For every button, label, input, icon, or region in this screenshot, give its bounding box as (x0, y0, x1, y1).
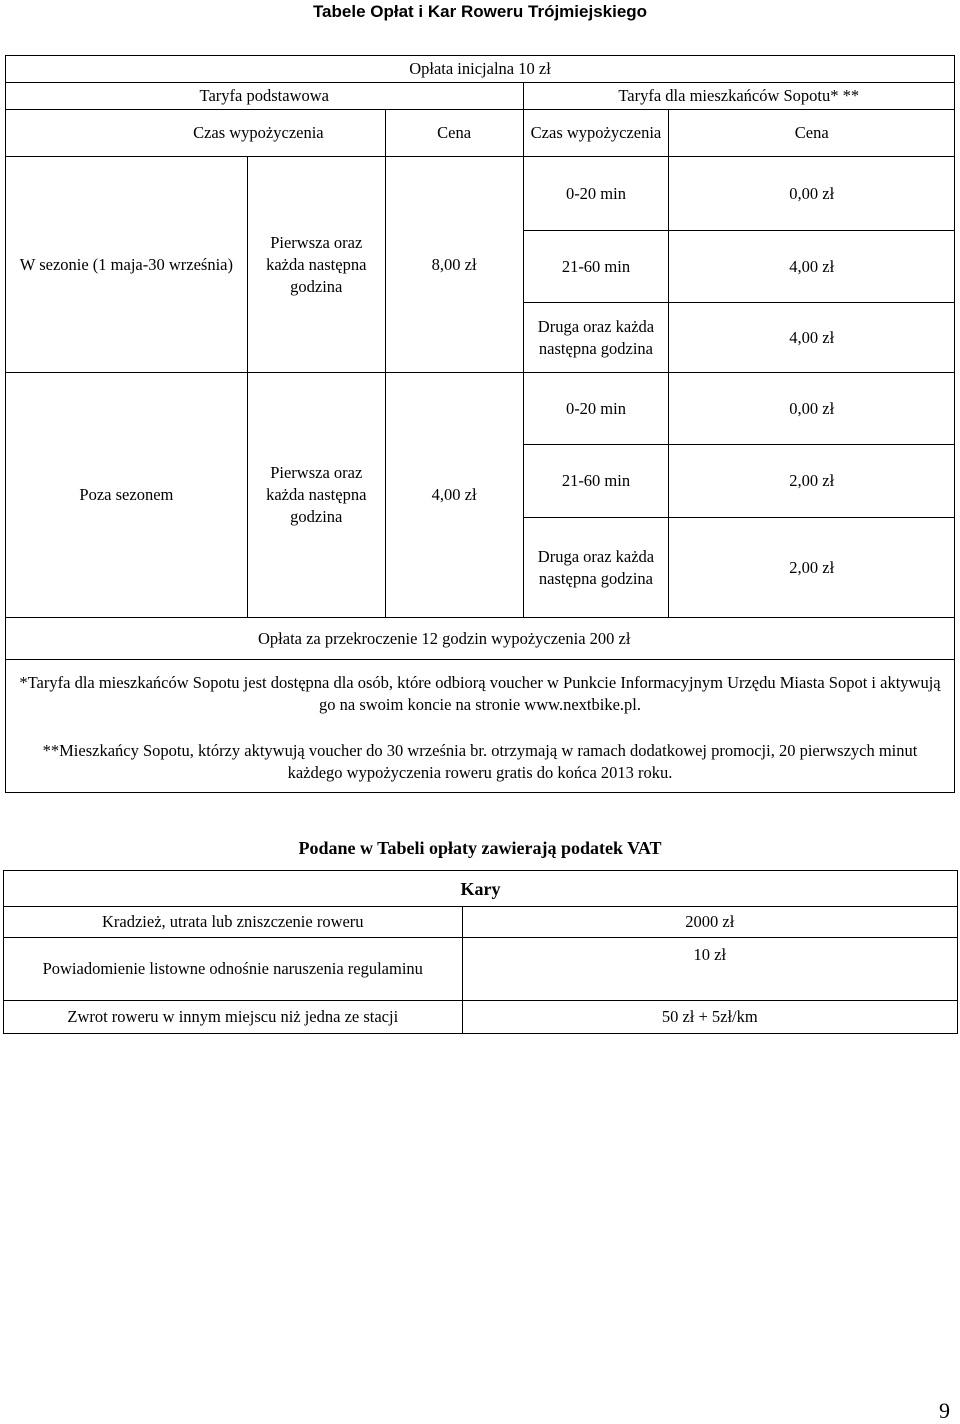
season-sopot-time-3: Druga oraz każda następna godzina (523, 303, 669, 373)
col-price-sopot: Cena (669, 110, 955, 157)
tariff-sopot-header: Taryfa dla mieszkańców Sopotu* ** (523, 83, 954, 110)
season-sopot-price-1: 0,00 zł (669, 157, 955, 231)
penalty-label-1: Kradzież, utrata lub zniszczenie roweru (4, 907, 463, 938)
season-sopot-time-1: 0-20 min (523, 157, 669, 231)
vat-note: Podane w Tabeli opłaty zawierają podatek VAT (298, 838, 662, 858)
page-number: 9 (939, 1398, 950, 1423)
penalties-table (3, 870, 958, 1034)
off-season-sopot-price-2: 2,00 zł (669, 445, 955, 518)
penalties-title: Kary (4, 871, 958, 907)
penalty-amount-2: 10 zł (462, 938, 957, 1001)
off-season-sopot-time-3: Druga oraz każda następna godzina (523, 518, 669, 618)
col-time-sopot: Czas wypożyczenia (523, 110, 669, 157)
page-title: Tabele Opłat i Kar Roweru Trójmiejskiego (312, 2, 648, 21)
season-sopot-time-2: 21-60 min (523, 231, 669, 303)
off-season-sopot-price-1: 0,00 zł (669, 373, 955, 445)
penalty-amount-1: 2000 zł (462, 907, 957, 938)
off-season-basic-time: Pierwsza oraz każda następna godzina (247, 373, 385, 618)
penalty-label-3: Zwrot roweru w innym miejscu niż jedna ze stacji (4, 1001, 463, 1034)
penalty-label-2: Powiadomienie listowne odnośnie naruszenia regulaminu (4, 938, 463, 1001)
col-time-basic: Czas wypożyczenia (6, 110, 386, 157)
initial-fee: Opłata inicjalna 10 zł (6, 56, 955, 83)
sopot-tariff-note: *Taryfa dla mieszkańców Sopotu jest dostępna dla osób, które odbiorą voucher w Punkcie Informacyjnym Urzędu Miasta Sopot i aktywują go na swoim koncie na stronie www.nextbike.pl. (19, 673, 941, 714)
season-label: W sezonie (1 maja-30 września) (6, 157, 248, 373)
season-sopot-price-3: 4,00 zł (669, 303, 955, 373)
season-sopot-price-2: 4,00 zł (669, 231, 955, 303)
off-season-sopot-time-1: 0-20 min (523, 373, 669, 445)
off-season-sopot-price-3: 2,00 zł (669, 518, 955, 618)
penalty-amount-3: 50 zł + 5zł/km (462, 1001, 957, 1034)
off-season-sopot-time-2: 21-60 min (523, 445, 669, 518)
season-basic-price: 8,00 zł (385, 157, 523, 373)
sopot-promo-note: **Mieszkańcy Sopotu, którzy aktywują voucher do 30 września br. otrzymają w ramach dodatkowej promocji, 20 pierwszych minut każdego wypożyczenia roweru gratis do końca 2013 roku. (42, 741, 918, 782)
off-season-label: Poza sezonem (6, 373, 248, 618)
overtime-fee: Opłata za przekroczenie 12 godzin wypożyczenia 200 zł (6, 618, 955, 660)
col-price-basic: Cena (385, 110, 523, 157)
tariff-basic-header: Taryfa podstawowa (6, 83, 524, 110)
fees-table (5, 55, 955, 793)
off-season-basic-price: 4,00 zł (385, 373, 523, 618)
season-basic-time: Pierwsza oraz każda następna godzina (247, 157, 385, 373)
